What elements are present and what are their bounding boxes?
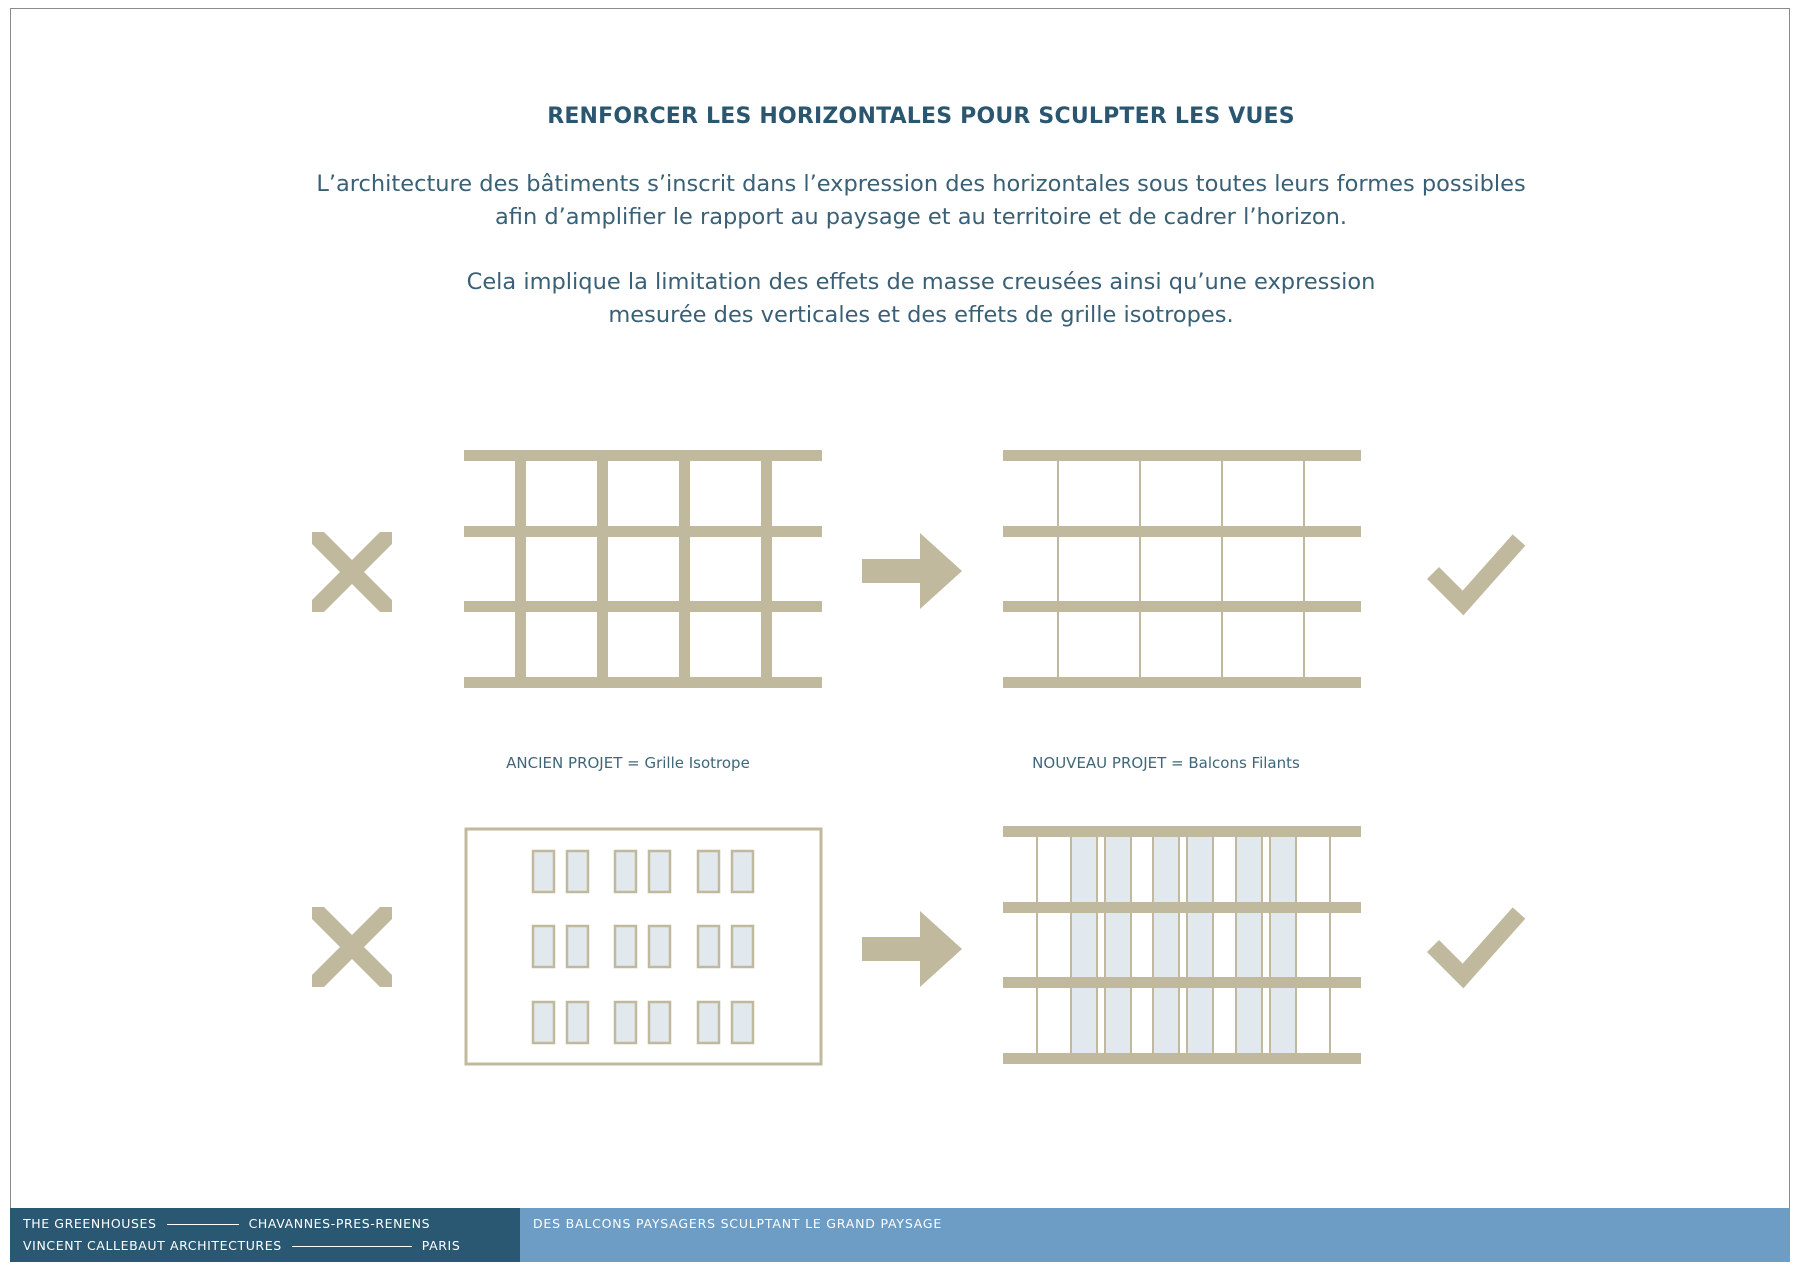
footer-row-architect: [23, 1238, 460, 1253]
footer-city: PARIS: [421, 1238, 461, 1253]
intro-line-1: L’architecture des bâtiments s’inscrit dans l’expression des horizontales sous toutes leurs formes possibles: [316, 171, 1526, 197]
footer-separator: [167, 1224, 239, 1225]
footer-credits: [10, 1208, 520, 1262]
footer-subtitle: DES BALCONS PAYSAGERS SCULPTANT LE GRAND PAYSAGE: [533, 1216, 943, 1231]
caption-old-project: ANCIEN PROJET = Grille Isotrope: [506, 754, 750, 772]
intro-line-2: afin d’amplifier le rapport au paysage et au territoire et de cadrer l’horizon.: [494, 204, 1347, 230]
footer-location: CHAVANNES-PRES-RENENS: [248, 1216, 431, 1231]
footer-separator: [292, 1246, 412, 1247]
cross-icon: [312, 532, 392, 612]
caption-new-project: NOUVEAU PROJET = Balcons Filants: [1032, 754, 1300, 772]
check-icon: [1433, 913, 1519, 976]
isotropic-grid-diagram: [464, 450, 822, 688]
footer-row-project: [23, 1216, 430, 1231]
continuous-balconies-diagram: [1003, 826, 1361, 1064]
page-title: RENFORCER LES HORIZONTALES POUR SCULPTER LES VUES: [547, 104, 1295, 129]
implication-line-1: Cela implique la limitation des effets de masse creusées ainsi qu’une expression: [466, 269, 1376, 295]
arrow-right-icon: [862, 533, 962, 609]
massive-facade-diagram: [466, 829, 821, 1064]
cross-icon: [312, 907, 392, 987]
footer-subtitle-panel: [520, 1208, 1790, 1262]
footer-project: THE GREENHOUSES: [23, 1216, 157, 1231]
horizontal-bands-diagram: [1003, 450, 1361, 688]
arrow-right-icon: [862, 911, 962, 987]
footer-bar: [10, 1208, 1790, 1262]
implication-line-2: mesurée des verticales et des effets de grille isotropes.: [608, 302, 1234, 328]
footer-architect: VINCENT CALLEBAUT ARCHITECTURES: [23, 1238, 282, 1253]
window-group: [533, 851, 753, 1043]
check-icon: [1433, 540, 1519, 603]
